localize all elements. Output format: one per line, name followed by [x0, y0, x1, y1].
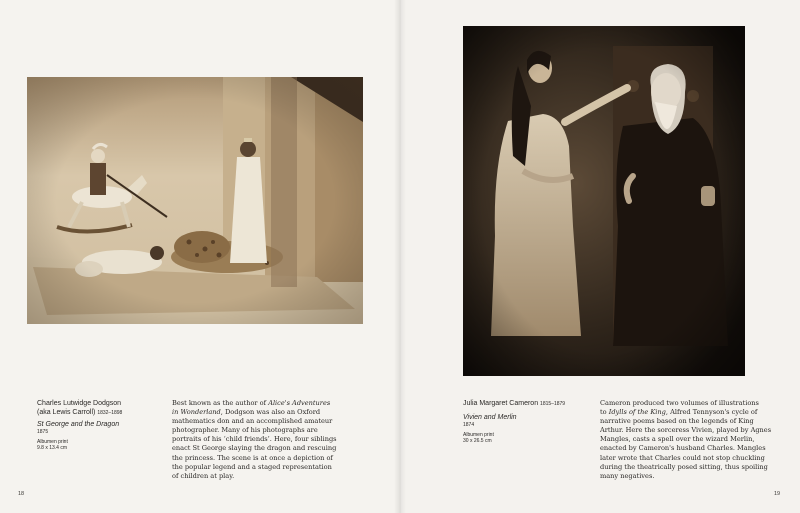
right-artwork-title: Vivien and Merlin: [463, 414, 517, 421]
photo-vivien-and-merlin: [463, 26, 745, 376]
right-body-line: , Alfred Tennyson's cycle of: [665, 408, 758, 417]
left-body-line: photographer. Many of his photographs are: [172, 426, 318, 435]
right-body-line: to: [600, 408, 609, 417]
left-artist-name: Charles Lutwidge Dodgson: [37, 400, 122, 407]
right-body-line: later wrote that Charles could not stop chuckling: [600, 453, 765, 462]
right-caption: [463, 399, 583, 444]
right-body-line: during the theatrically posed sitting, thus spoiling: [600, 462, 768, 471]
page-number-left: 18: [18, 491, 25, 497]
left-body-italic: Alice's Adventures: [268, 399, 331, 407]
right-artwork-dimensions: 30 x 26.5 cm: [463, 438, 492, 444]
left-body-line: the princess. The scene is at once a depiction of: [172, 453, 333, 462]
left-body-text: [172, 399, 347, 481]
right-artist-name: Julia Margaret Cameron: [463, 400, 539, 407]
left-artwork-year: 1875: [37, 429, 49, 435]
right-body-text: [600, 399, 775, 481]
left-body-line: the popular legend and a staged representation: [172, 462, 332, 471]
right-body-line: Mangles, casts a spell over the wizard Merlin,: [600, 435, 755, 444]
right-body-italic: Idylls of the King: [608, 408, 666, 417]
left-caption: [37, 399, 157, 451]
left-body-line: Best known as the author of: [172, 399, 269, 407]
right-body-line: Cameron produced two volumes of illustrations: [600, 399, 759, 407]
left-body-line: portraits of his ‘child friends’. Here, four siblings: [172, 435, 337, 444]
book-gutter: [394, 0, 406, 513]
left-body-line: mathematics don and an accomplished amateur: [172, 417, 333, 426]
left-artwork-dimensions: 9.8 x 13.4 cm: [37, 445, 68, 451]
page-number-right: 19: [774, 491, 781, 497]
right-artwork-year: 1874: [463, 422, 475, 428]
right-body-line: enacted by Cameron's husband Charles. Mangles: [600, 444, 766, 453]
left-body-line: , Dodgson was also an Oxford: [220, 408, 321, 417]
photo-st-george-and-the-dragon: [27, 77, 363, 324]
right-body-line: many negatives.: [600, 471, 655, 480]
left-artist-dates: 1832–1898: [97, 410, 123, 416]
left-body-line: enact St George slaying the dragon and rescuing: [172, 444, 337, 453]
left-artwork-medium: Albumen print: [37, 439, 68, 445]
right-artist-dates: 1815–1879: [540, 401, 566, 407]
right-body-line: Arthur. Here the sorceress Vivien, played by Agnes: [600, 426, 772, 435]
left-body-line: of children at play.: [172, 471, 235, 480]
right-artwork-medium: Albumen print: [463, 432, 494, 438]
left-body-italic: in Wonderland: [172, 408, 221, 417]
left-artwork-title: St George and the Dragon: [37, 421, 120, 428]
right-body-line: narrative poems based on the legends of King: [600, 417, 754, 426]
left-artist-alias: (aka Lewis Carroll): [37, 409, 96, 416]
